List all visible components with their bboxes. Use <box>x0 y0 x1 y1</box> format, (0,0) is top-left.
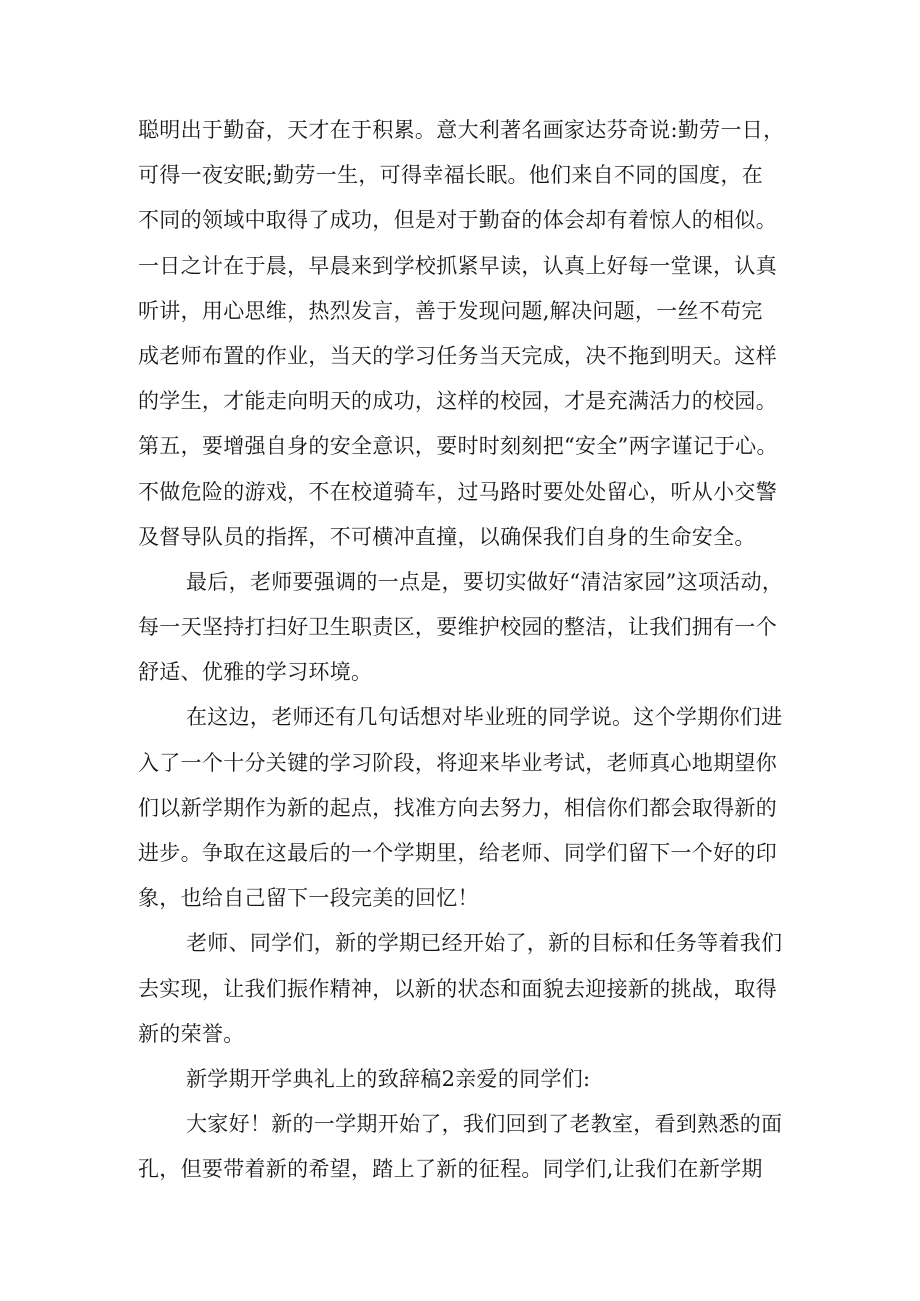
text-line: 的学生，才能走向明天的成功，这样的校园，才是充满活力的校园。 <box>138 389 777 414</box>
text-line: 成老师布置的作业，当天的学习任务当天完成，决不拖到明天。这样 <box>138 343 777 368</box>
text-line: 入了一个十分关键的学习阶段，将迎来毕业考试，老师真心地期望你 <box>138 750 777 775</box>
text-line: 新的荣誉。 <box>138 1021 245 1046</box>
paragraph-start-line: 大家好！新的一学期开始了，我们回到了老教室，看到熟悉的面 <box>186 1112 783 1137</box>
text-line: 第五，要增强自身的安全意识，要时时刻刻把“安全”两字谨记于心。 <box>138 434 778 459</box>
text-line: 象，也给自己留下一段完美的回忆！ <box>138 886 479 911</box>
paragraph-start-line: 在这边，老师还有几句话想对毕业班的同学说。这个学期你们进 <box>186 705 783 730</box>
text-line: 聪明出于勤奋，天才在于积累。意大利著名画家达芬奇说:勤劳一日， <box>138 118 785 142</box>
text-line: 每一天坚持打扫好卫生职责区，要维护校园的整洁，让我们拥有一个 <box>138 615 777 640</box>
paragraph-start-line: 老师、同学们，新的学期已经开始了，新的目标和任务等着我们 <box>186 931 783 956</box>
text-line: 可得一夜安眠;勤劳一生，可得幸福长眠。他们来自不同的国度，在 <box>138 163 764 188</box>
text-line: 一日之计在于晨，早晨来到学校抓紧早读，认真上好每一堂课，认真 <box>138 253 777 278</box>
text-line: 舒适、优雅的学习环境。 <box>138 660 373 685</box>
text-line: 进步。争取在这最后的一个学期里，给老师、同学们留下一个好的印 <box>138 841 777 865</box>
text-line: 不做危险的游戏，不在校道骑车，过马路时要处处留心，听从小交警 <box>138 479 777 504</box>
paragraph-start-line: 最后，老师要强调的一点是，要切实做好“清洁家园”这项活动， <box>186 569 784 594</box>
text-line: 孔，但要带着新的希望，踏上了新的征程。同学们,让我们在新学期 <box>138 1157 763 1182</box>
text-line: 听讲，用心思维，热烈发言，善于发现问题,解决问题，一丝不苟完 <box>138 298 763 323</box>
text-line: 及督导队员的指挥，不可横冲直撞，以确保我们自身的生命安全。 <box>138 524 756 549</box>
text-line: 们以新学期作为新的起点，找准方向去努力，相信你们都会取得新的 <box>138 795 777 820</box>
text-line: 去实现，让我们振作精神，以新的状态和面貌去迎接新的挑战，取得 <box>138 976 777 1001</box>
document-body <box>138 108 788 1193</box>
text-line: 不同的领域中取得了成功，但是对于勤奋的体会却有着惊人的相似。 <box>138 208 777 233</box>
section-heading-line: 新学期开学典礼上的致辞稿2亲爱的同学们: <box>186 1066 591 1091</box>
